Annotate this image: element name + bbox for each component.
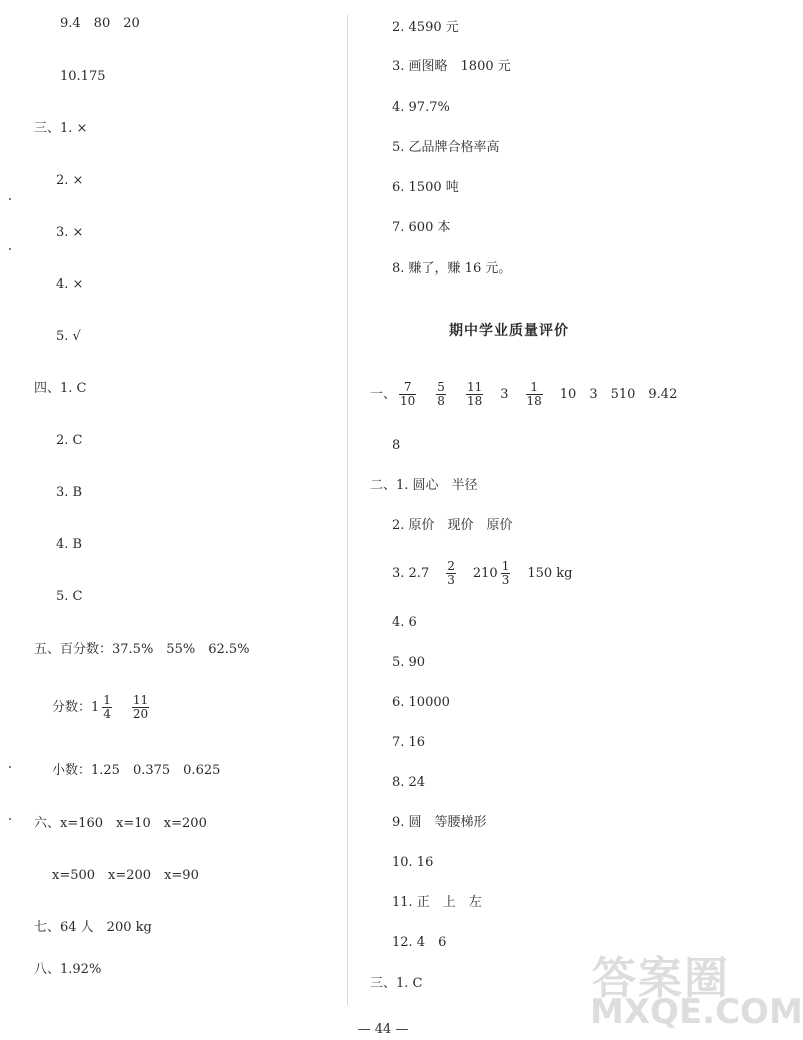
watermark-url: MXQE.COM [590,992,803,1032]
fraction-denominator: 20 [132,707,149,721]
fraction-numerator: 1 [103,693,111,707]
answer-line: 4. 97.7% [392,100,450,115]
fraction [466,381,483,408]
line-prefix: 分数：1 [52,700,100,715]
answer-line: 3. × [56,225,84,240]
fraction-denominator: 10 [400,394,416,408]
answer-line: 6. 10000 [392,695,450,710]
line-value: 210 [472,566,498,581]
fraction-numerator: 1 [526,381,543,395]
fraction [399,381,416,408]
answer-line: 3. 画图略 1800 元 [392,59,511,74]
fraction-answer-line [52,694,152,721]
answer-line: 4. B [56,537,83,552]
section-heading: 七、64 人 200 kg [34,920,152,935]
answer-line: 7. 600 本 [392,220,451,235]
answer-line: 5. 90 [392,655,426,670]
scan-dot [9,248,11,250]
fraction-numerator: 11 [466,380,483,394]
watermark-text: 答案圈 [592,953,730,1004]
line-value: 3 [500,387,509,402]
fraction-denominator: 18 [526,394,542,408]
fraction [102,694,112,721]
line-suffix: 10 3 510 9.42 [559,387,678,402]
fraction-denominator: 3 [501,573,510,587]
section-heading: 三、1. × [34,121,88,136]
answer-line: 2. 4590 元 [392,20,459,35]
scan-dot [9,818,11,820]
fraction-numerator: 2 [447,559,455,573]
section-heading: 三、1. C [370,976,423,991]
fraction-numerator: 5 [437,380,445,394]
scan-dot [9,766,11,768]
fraction-numerator: 7 [399,381,416,395]
answer-line: 8. 24 [392,775,426,790]
answer-line: 2. × [56,173,84,188]
answer-line: 5. √ [56,329,81,344]
line-prefix: 3. 2.7 [392,566,430,581]
answer-line: 11. 正 上 左 [392,895,482,910]
answer-line: 4. × [56,277,84,292]
answer-line: 10.175 [60,69,106,84]
line-suffix: 150 kg [527,566,573,581]
line-prefix: 一、 [370,387,397,402]
answer-line: 9. 圆 等腰梯形 [392,815,487,830]
answer-line: 6. 1500 吨 [392,180,459,195]
answer-line: 3. B [56,485,83,500]
section-title: 期中学业质量评价 [449,323,569,339]
scan-dot [9,198,11,200]
fraction-denominator: 3 [447,573,455,587]
answer-line: 9.4 80 20 [60,16,140,31]
answer-line: 10. 16 [392,855,434,870]
fraction-numerator: 1 [501,559,510,573]
section-heading: 二、1. 圆心 半径 [370,478,478,493]
fraction-answer-line [370,381,677,408]
section-heading: 八、1.92% [34,962,102,977]
column-divider [347,15,348,1005]
answer-line: 7. 16 [392,735,426,750]
section-heading: 四、1. C [34,381,87,396]
answer-line: 5. C [56,589,83,604]
answer-line: 4. 6 [392,615,417,630]
watermark-logo [590,940,803,1036]
fraction-denominator: 18 [466,394,483,408]
fraction [446,560,456,587]
section-heading: 六、x=160 x=10 x=200 [34,816,207,831]
answer-line: 5. 乙品牌合格率高 [392,140,500,155]
fraction [132,694,149,721]
fraction-answer-line [392,560,572,587]
fraction [526,381,543,408]
fraction-numerator: 11 [132,693,149,707]
fraction [436,381,446,408]
answer-line: 2. C [56,433,83,448]
answer-line: 12. 4 6 [392,935,447,950]
answer-line: x=500 x=200 x=90 [52,868,199,883]
fraction-denominator: 8 [437,394,445,408]
answer-line: 小数：1.25 0.375 0.625 [52,763,221,778]
page-number: — 44 — [357,1022,409,1037]
fraction-denominator: 4 [103,707,111,721]
answer-line: 8 [392,438,401,453]
answer-line: 8. 赚了，赚 16 元。 [392,261,512,276]
section-heading: 五、百分数：37.5% 55% 62.5% [34,642,250,657]
fraction [501,560,511,587]
answer-line: 2. 原价 现价 原价 [392,518,513,533]
